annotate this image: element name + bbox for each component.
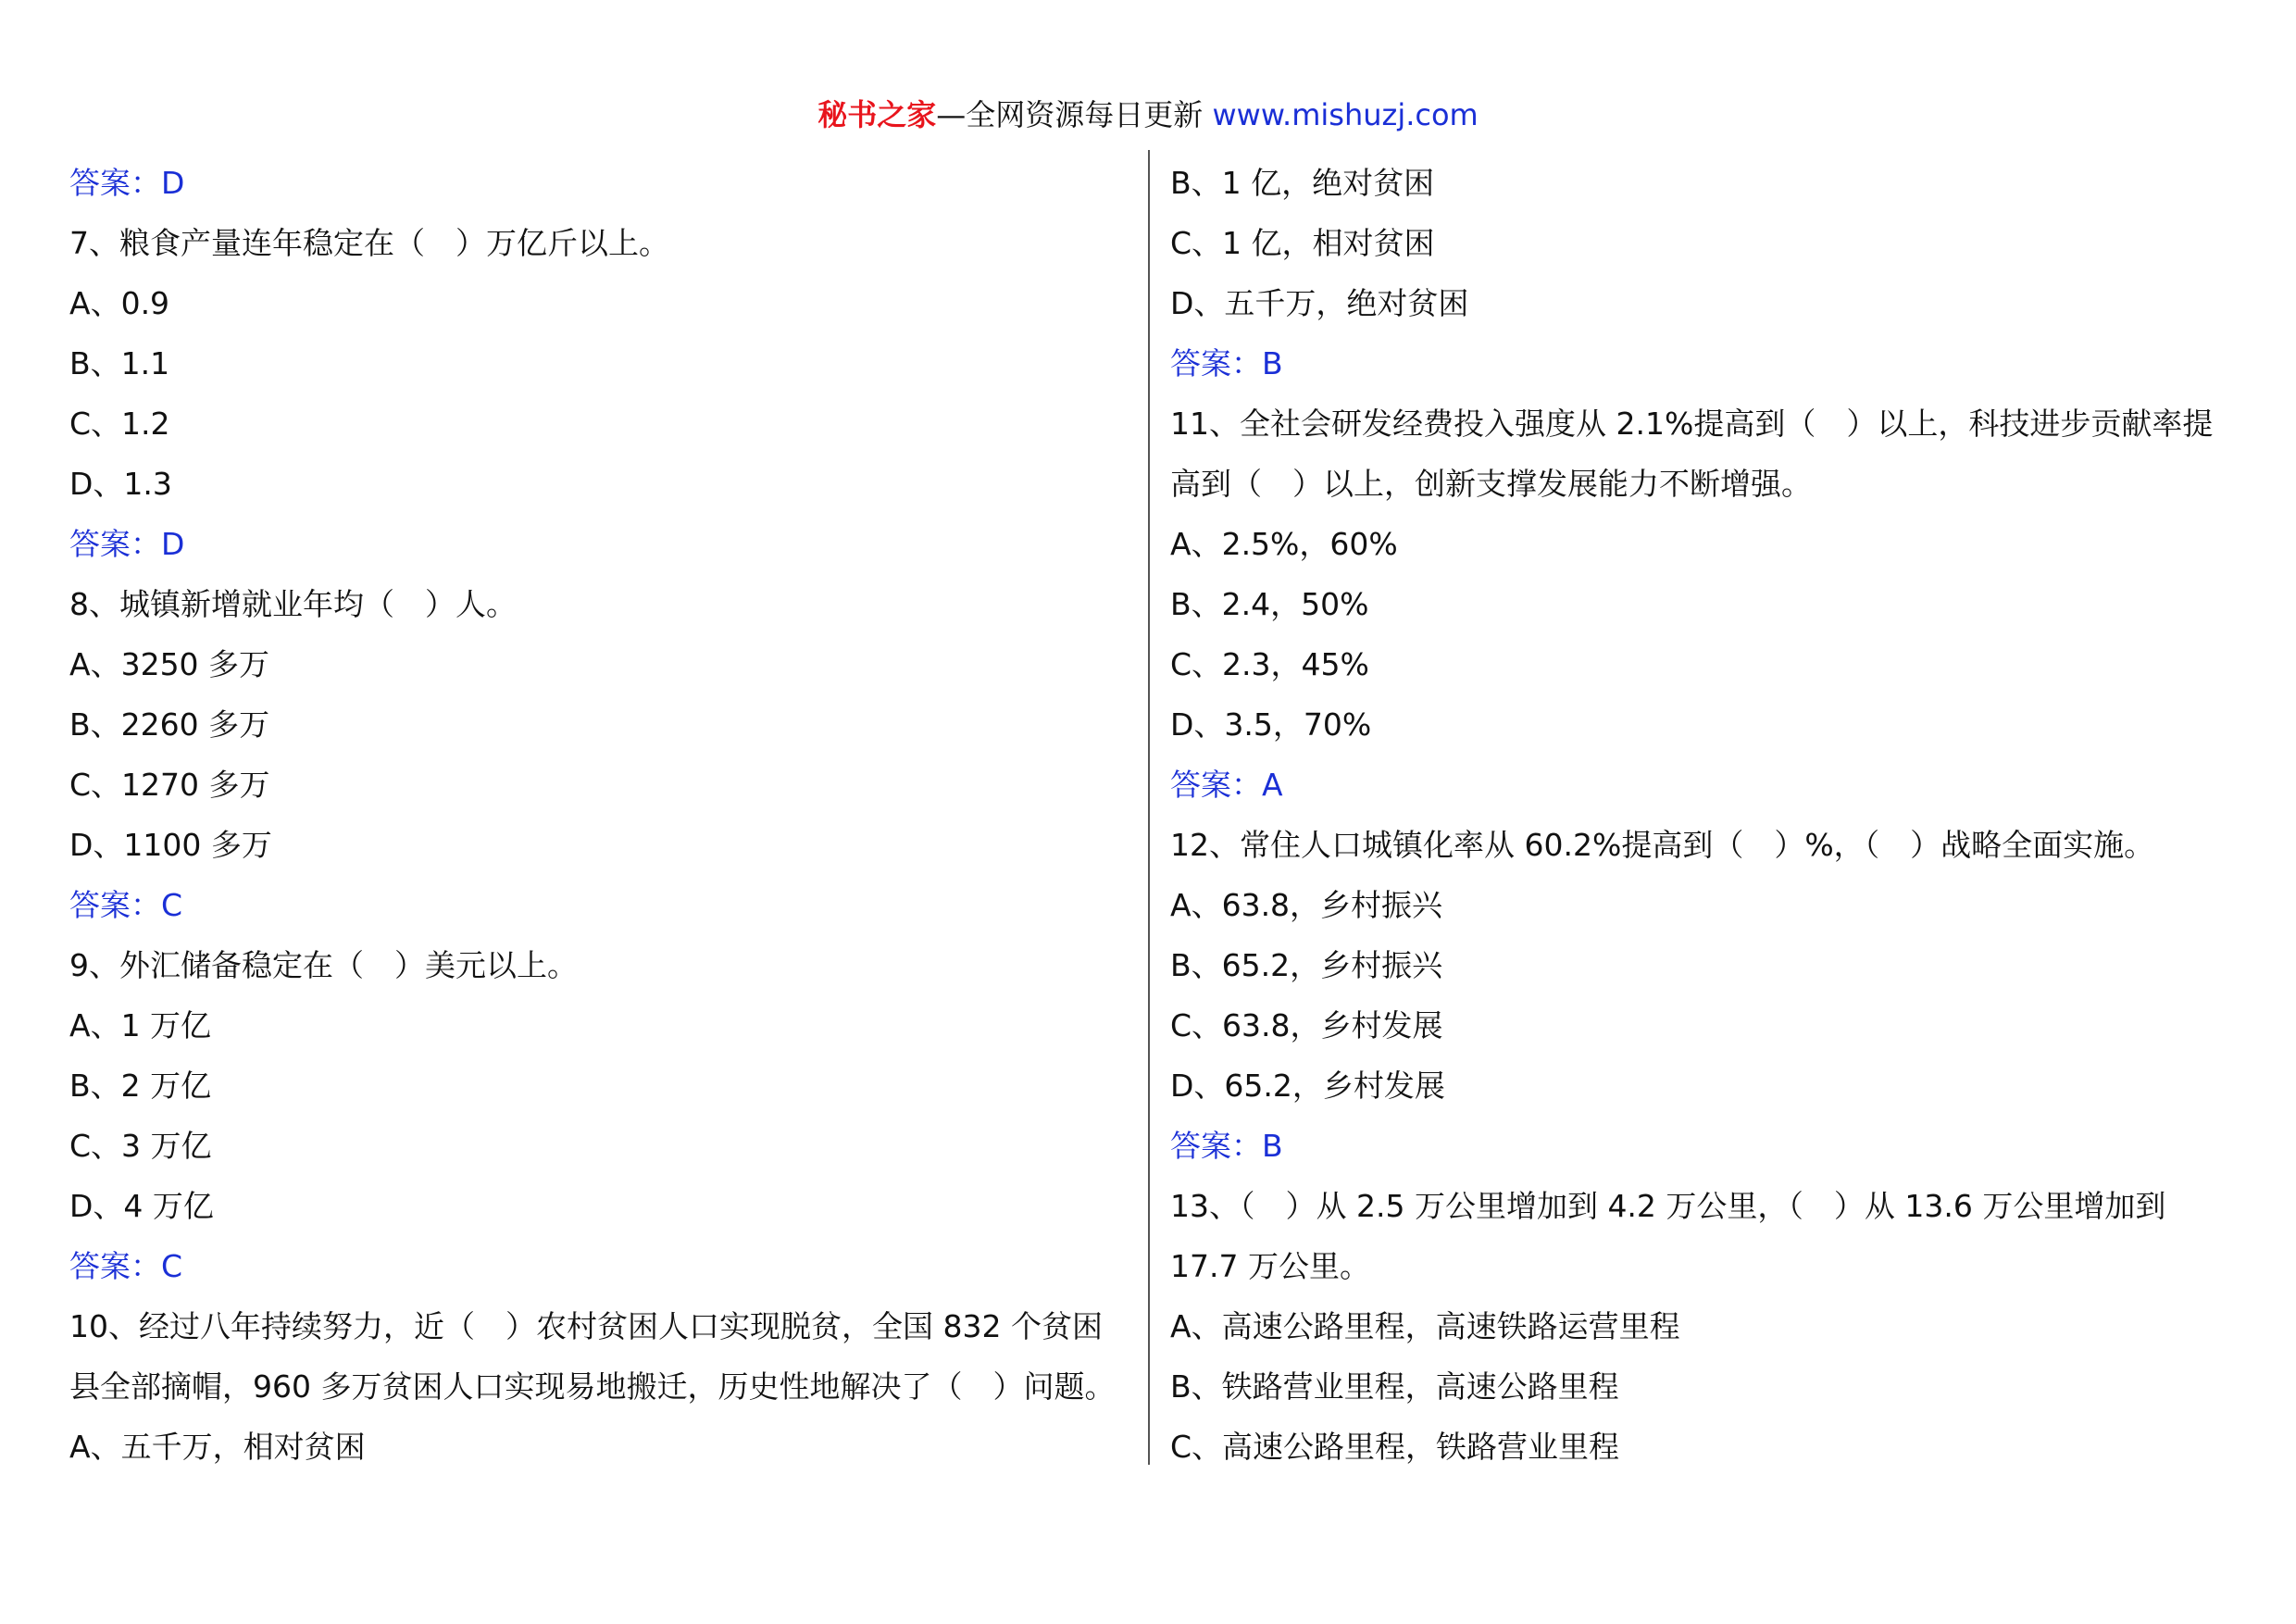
option-line: C、1.2 [69,406,170,442]
question-text: 13、（ ）从 2.5 万公里增加到 4.2 万公里，（ ）从 13.6 万公里增加到 [1170,1188,2166,1224]
option-line: D、1.3 [69,466,172,502]
option-line: B、1.1 [69,345,170,381]
option-line: B、2260 多万 [69,706,270,743]
option-line: A、高速公路里程，高速铁路运营里程 [1170,1308,1680,1344]
answer-line: 答案：C [69,887,183,923]
option-line: D、4 万亿 [69,1188,214,1224]
option-line: A、五千万，相对贫困 [69,1429,366,1465]
option-line: C、1 亿，相对贫困 [1170,225,1435,261]
header-tagline: —全网资源每日更新 [936,97,1213,132]
page-header [0,94,2296,135]
question-text: 9、外汇储备稳定在（ ）美元以上。 [69,947,578,983]
answer-line: 答案：A [1170,767,1283,803]
question-text: 11、全社会研发经费投入强度从 2.1%提高到（ ）以上，科技进步贡献率提 [1170,406,2214,442]
option-line: D、3.5，70% [1170,706,1372,743]
option-line: C、3 万亿 [69,1128,212,1164]
option-line: A、63.8，乡村振兴 [1170,887,1443,923]
option-line: D、65.2，乡村发展 [1170,1068,1445,1104]
right-column [1170,153,2235,1477]
answer-line: 答案：B [1170,345,1283,381]
answer-line: 答案：D [69,165,185,201]
option-line: C、63.8，乡村发展 [1170,1007,1443,1043]
site-url[interactable]: www.mishuzj.com [1212,97,1479,132]
option-line: D、1100 多万 [69,827,272,863]
answer-line: 答案：B [1170,1128,1283,1164]
question-text: 10、经过八年持续努力，近（ ）农村贫困人口实现脱贫，全国 832 个贫困 [69,1308,1103,1344]
brand-name: 秘书之家 [817,97,937,132]
option-line: B、铁路营业里程，高速公路里程 [1170,1368,1619,1405]
option-line: C、2.3，45% [1170,646,1369,682]
option-line: B、1 亿，绝对贫困 [1170,165,1435,201]
option-line: B、2.4，50% [1170,586,1369,622]
question-text: 高到（ ）以上，创新支撑发展能力不断增强。 [1170,466,1812,502]
answer-line: 答案：D [69,526,185,562]
option-line: B、65.2，乡村振兴 [1170,947,1443,983]
question-text: 8、城镇新增就业年均（ ）人。 [69,586,517,622]
answer-line: 答案：C [69,1248,183,1284]
question-text: 17.7 万公里。 [1170,1248,1370,1284]
option-line: C、高速公路里程，铁路营业里程 [1170,1429,1620,1465]
option-line: A、2.5%，60% [1170,526,1398,562]
option-line: D、五千万，绝对贫困 [1170,285,1469,321]
question-text: 县全部摘帽，960 多万贫困人口实现易地搬迁，历史性地解决了（ ）问题。 [69,1368,1116,1405]
option-line: C、1270 多万 [69,767,270,803]
option-line: A、3250 多万 [69,646,270,682]
option-line: A、0.9 [69,285,170,321]
question-text: 7、粮食产量连年稳定在（ ）万亿斤以上。 [69,225,669,261]
option-line: B、2 万亿 [69,1068,212,1104]
option-line: A、1 万亿 [69,1007,212,1043]
question-text: 12、常住人口城镇化率从 60.2%提高到（ ）%，（ ）战略全面实施。 [1170,827,2155,863]
left-column [69,153,1134,1477]
column-divider [1148,150,1150,1465]
